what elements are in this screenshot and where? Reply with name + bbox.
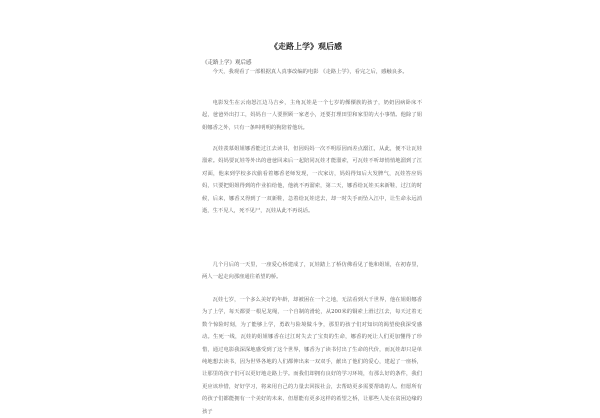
paragraph-1: 今天，我观看了一部根据真人真事改编的电影 《走路上学》，看完之后，感触良多。: [212, 69, 408, 75]
paragraph-3: 瓦娃羡慕姐姐娜香能过江去读书，但因妈妈一次不明原因而差点溺江，从此，便不让瓦娃溜索。妈妈要瓦娃等外出的爸爸回来后一起陪同瓦娃才能溜索，可瓦娃不听却悄悄地溜到了江对面，他来到学校多次偷看着娜香老师发现，一次家访，妈妈得知后大发脾气，瓦娃答应妈妈，只要把姐姐得到的作业拍给他，他就不再溜索，第二天，娜香给瓦娃买来新鞋，过江的时候，后来，娜香又得到了一双新鞋，急着给瓦娃送去，却一时失手而坠入江中，让生命永远消逝，生不见人，死不见尸，瓦娃从此不再说话。: [202, 146, 422, 215]
document-page: [185, 0, 427, 415]
paragraph-2: 电影发生在云南怒江边马吉乡，主角瓦娃是一个七岁的傈僳族的孩子，奶奶因病卧床不起，爸爸外出打工，妈妈自一人要照顾一家老小，还要打理田里和家里的大小事情。他除了姐姐娜香之外，只有一条叫明明的狗陪着他玩。: [202, 100, 422, 131]
page-title: 《走路上学》观后感: [270, 41, 342, 51]
subtitle-label: 《走路上学》观后感: [202, 60, 252, 66]
paragraph-5: 瓦娃七岁，一个多么美好的年龄，却被困在一个之地，无法看到大千世界，他在姐姐娜香为了上学，每天都要一根尼龙绳，一个自制的滑轮，从200米的铜索上滑过江去，每天过着无数个惊险时刻，为了能够上学，勇敢与险境做斗争，那里的孩子们对知识的渴望使我深受感动。生死一线，瓦娃的姐姐娜香在过江时失去了宝贵的生命，娜香的死让人们更加懂得了珍惜，通过电影我深深地感受到了这个世界，娜香为了读书付出了生命的代价，而瓦娃却只是单纯地想去读书，因为世界各地的人们都伸出来一双双手，献出了他们的爱心，建起了一座桥，让那里的孩子们可以更好地走路上学。而我们却拥有良好的学习环境，有那么好的条件，我们更应该珍惜，好好学习，将来用自己的力量去回报社会，去帮助更多需要帮助的人。但愿所有的孩子们都能拥有一个美好的未来，但愿能有更多这样的希望之桥，让那些人处在贫困边缘的孩子: [202, 297, 422, 415]
paragraph-4: 几个月后的一天里，一座爱心桥建成了，瓦娃踏上了桥仿佛看见了他和姐姐，在初春里，两人一起走向那座通往希望的桥。: [202, 262, 422, 281]
